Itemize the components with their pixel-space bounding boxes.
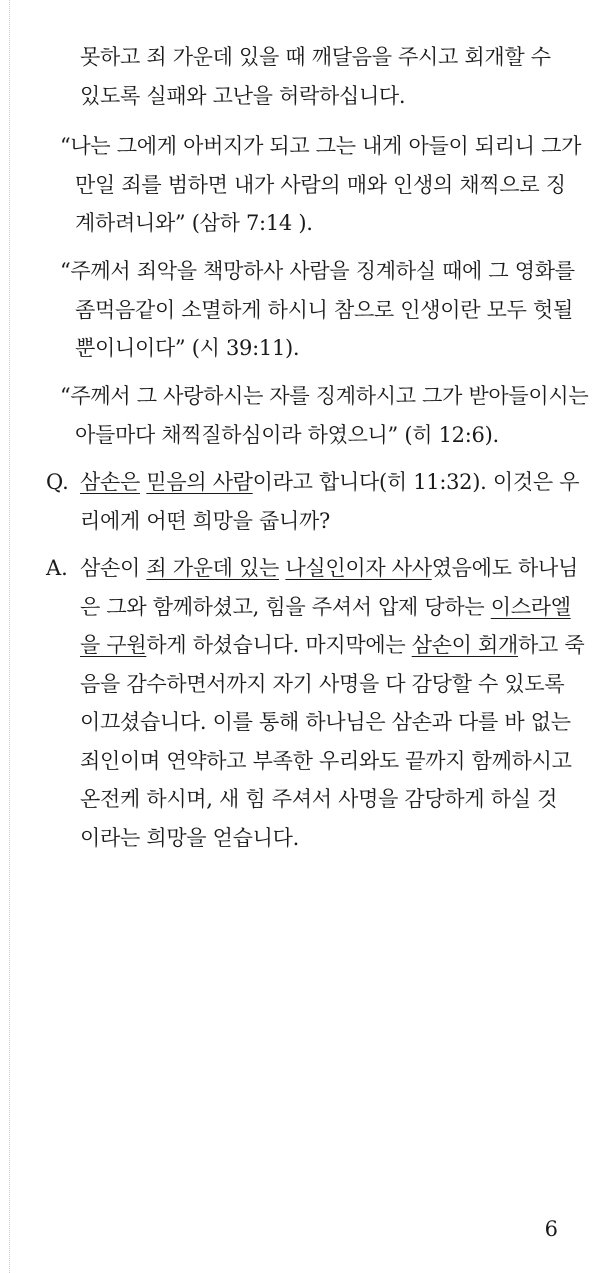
text-line: 이끄셨습니다. 이를 통해 하나님은 삼손과 다를 바 없는 [80, 710, 571, 734]
underlined-phrase: 을 구원 [80, 633, 147, 657]
text-run: 였음에도 하나님 [431, 556, 578, 580]
text-run: 은 그와 함께하셨고, 힘을 주셔서 압제 당하는 [80, 594, 491, 619]
continuation-paragraph [80, 38, 551, 115]
underlined-phrase: 이스라엘 [490, 594, 571, 619]
text-line: 이라는 희망을 얻습니다. [80, 825, 299, 850]
text-run: 삼손이 [80, 556, 147, 580]
text-run: 하게 하셨습니다. 마지막에는 [146, 633, 412, 657]
question-text [80, 463, 579, 540]
underlined-phrase: 삼손은 [80, 470, 140, 494]
scripture-quote-1 [60, 127, 581, 243]
page-edge-line [9, 0, 10, 1273]
text-line: 음을 감수하면서까지 자기 사명을 다 감당할 수 있도록 [80, 671, 565, 696]
text-line: 계하려니와” (삼하 7:14 ). [75, 211, 313, 235]
text-line [80, 588, 584, 627]
text-line: 만일 죄를 범하면 내가 사람의 매와 인생의 채찍으로 징 [75, 172, 566, 197]
text-line: “나는 그에게 아버지가 되고 그는 내게 아들이 되리니 그가 [60, 134, 582, 158]
text-line: “주께서 죄악을 책망하사 사람을 징계하실 때에 그 영화를 [60, 259, 575, 283]
answer-text [80, 549, 584, 857]
text-line: 뿐이니이다” (시 39:11). [75, 336, 300, 360]
scripture-quote-3 [60, 377, 588, 454]
underlined-phrase: 삼손이 회개 [411, 633, 518, 657]
question-marker: Q. [46, 470, 69, 494]
text-line [80, 549, 584, 588]
answer-marker: A. [46, 556, 68, 580]
text-run: 하고 죽 [518, 633, 585, 657]
scripture-quote-2 [60, 252, 575, 368]
text-line: 못하고 죄 가운데 있을 때 깨달음을 주시고 회개할 수 [80, 45, 551, 69]
text-line: 죄인이며 연약하고 부족한 우리와도 끝까지 함께하시고 [80, 748, 572, 773]
text-line: “주께서 그 사랑하시는 자를 징계하시고 그가 받아들이시는 [60, 384, 589, 408]
text-line [80, 463, 579, 502]
page-number: 6 [544, 1217, 558, 1241]
text-line: 리에게 어떤 희망을 줍니까? [80, 508, 330, 533]
text-line: 온전케 하시며, 새 힘 주셔서 사명을 감당하게 하실 것 [80, 787, 558, 811]
text-run: 이라고 합니다(히 11:32). 이것은 우 [252, 470, 580, 494]
underlined-phrase: 죄 가운데 있는 [146, 556, 280, 580]
text-line: 좀먹음같이 소멸하게 하시니 참으로 인생이란 모두 헛될 [75, 297, 573, 322]
text-line [80, 626, 584, 665]
underlined-phrase: 나실인이자 사사 [285, 556, 432, 580]
text-line: 있도록 실패와 고난을 허락하십니다. [80, 83, 406, 108]
text-line: 아들마다 채찍질하심이라 하였으니” (히 12:6). [75, 422, 499, 447]
underlined-phrase: 믿음의 사람 [146, 470, 253, 494]
